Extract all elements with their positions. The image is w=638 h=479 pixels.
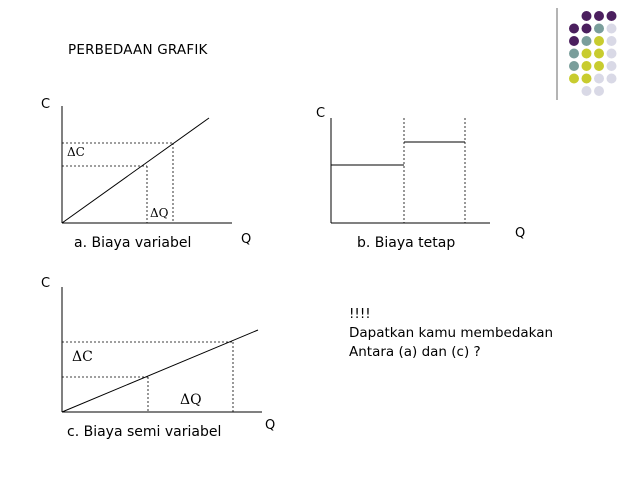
graph-a-variable-cost: [62, 106, 232, 223]
page-title: PERBEDAAN GRAFIK: [68, 42, 208, 58]
graph-a-delta-q: ΔQ: [150, 206, 169, 220]
graph-b-caption: b. Biaya tetap: [357, 235, 456, 251]
graph-a-delta-c: ΔC: [67, 145, 85, 159]
note-question-line2: Antara (a) dan (c) ?: [349, 344, 481, 360]
graph-b-x-label: Q: [515, 226, 526, 241]
graph-a-y-label: C: [41, 97, 51, 112]
graph-c-delta-c: ΔC: [72, 349, 93, 365]
graph-b-y-label: C: [316, 106, 326, 121]
graph-a-x-label: Q: [241, 232, 252, 247]
graph-b-fixed-cost: [331, 118, 490, 223]
note-question-line1: Dapatkan kamu membedakan: [349, 325, 554, 341]
graph-c-y-label: C: [41, 276, 51, 291]
graph-a-cost-line: [62, 118, 209, 223]
graph-a-caption: a. Biaya variabel: [74, 235, 192, 251]
graph-c-x-label: Q: [265, 418, 276, 433]
graph-c-delta-q: ΔQ: [180, 392, 202, 408]
note-exclaim: !!!!: [349, 306, 371, 322]
graph-c-caption: c. Biaya semi variabel: [67, 424, 222, 440]
